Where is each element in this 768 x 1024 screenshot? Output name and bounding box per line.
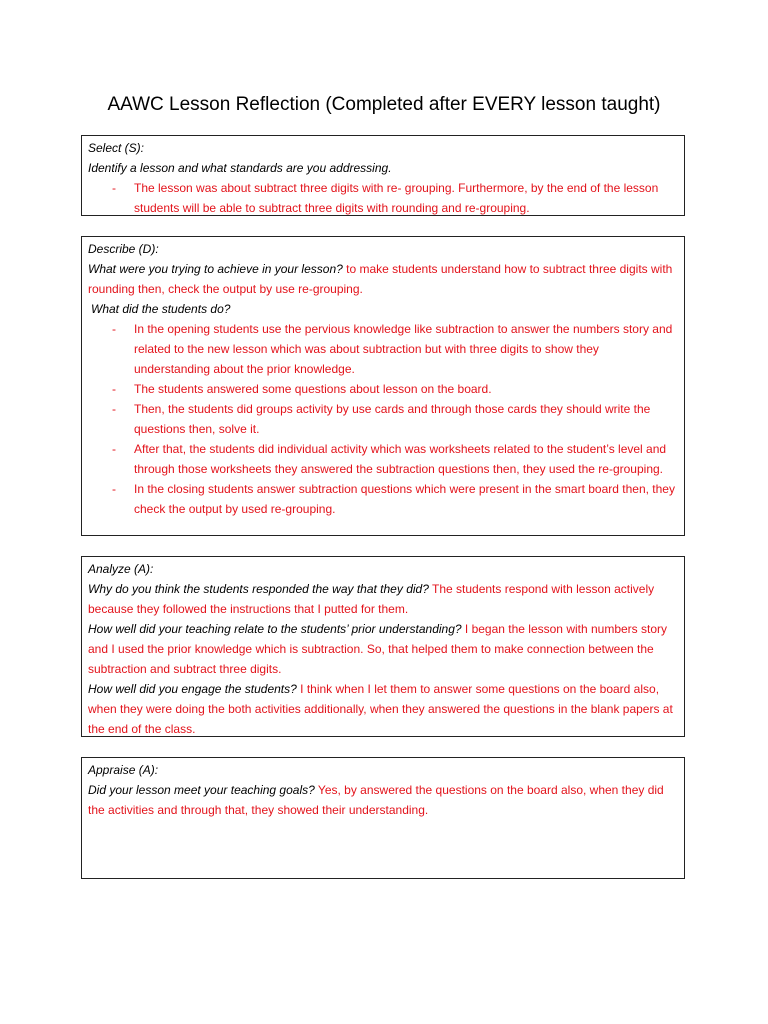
describe-question-2: What did the students do? — [91, 302, 231, 316]
analyze-section — [81, 556, 685, 737]
list-item: - After that, the students did individual activity which was worksheets related to the student’s level and through those worksheets they answered the subtraction questions then, they used the re-grouping. — [112, 442, 667, 476]
analyze-q2-row — [88, 619, 678, 679]
select-bullets — [88, 178, 678, 218]
analyze-question-1: Why do you think the students responded the way that they did? — [88, 582, 429, 596]
appraise-answer-1: Yes, by answered the questions on the board also, when they did the activities and through that, they showed their understanding. — [88, 783, 664, 817]
analyze-answer-1: The students respond with lesson actively because they followed the instructions that I putted for them. — [88, 582, 655, 616]
analyze-answer-2: I began the lesson with numbers story and I used the prior knowledge which is subtraction. So, that helped them to make connection between the subtraction and subtract three digits. — [88, 622, 668, 676]
select-section — [81, 135, 685, 216]
describe-label: Describe (D): — [88, 242, 159, 256]
list-item: - The students answered some questions about lesson on the board. — [112, 382, 492, 396]
list-item: - In the opening students use the pervious knowledge like subtraction to answer the numbers story and related to the new lesson which was about subtraction but with three digits to show they understanding about the prior knowledge. — [112, 322, 673, 376]
describe-question-1: What were you trying to achieve in your lesson? — [88, 262, 343, 276]
describe-bullets — [88, 319, 678, 519]
list-item: - The lesson was about subtract three digits with re- grouping. Furthermore, by the end of the lesson students will be able to subtract three digits with rounding and re-grouping. — [112, 181, 659, 215]
list-item: - In the closing students answer subtraction questions which were present in the smart board then, they check the output by used re-grouping. — [112, 482, 675, 516]
appraise-section — [81, 757, 685, 879]
analyze-question-2: How well did your teaching relate to the students’ prior understanding? — [88, 622, 462, 636]
analyze-q1-row — [88, 579, 678, 619]
appraise-question-1: Did your lesson meet your teaching goals? — [88, 783, 315, 797]
analyze-q3-row — [88, 679, 678, 739]
list-item: - Then, the students did groups activity by use cards and through those cards they should write the questions then, solve it. — [112, 402, 651, 436]
describe-section — [81, 236, 685, 536]
select-label: Select (S): — [88, 141, 145, 155]
describe-question-1-row — [88, 259, 678, 299]
select-question: Identify a lesson and what standards are you addressing. — [88, 161, 392, 175]
describe-answer-1: to make students understand how to subtract three digits with rounding then, check the output by use re-grouping. — [88, 262, 673, 296]
appraise-q1-row — [88, 780, 678, 820]
appraise-label: Appraise (A): — [88, 763, 159, 777]
analyze-label: Analyze (A): — [88, 562, 154, 576]
analyze-answer-3: I think when I let them to answer some questions on the board also, when they were doing the both activities additionally, when they answered the questions in the blank papers at the end of the class. — [88, 682, 673, 736]
analyze-question-3: How well did you engage the students? — [88, 682, 297, 696]
page-title: AAWC Lesson Reflection (Completed after EVERY lesson taught) — [107, 94, 661, 115]
